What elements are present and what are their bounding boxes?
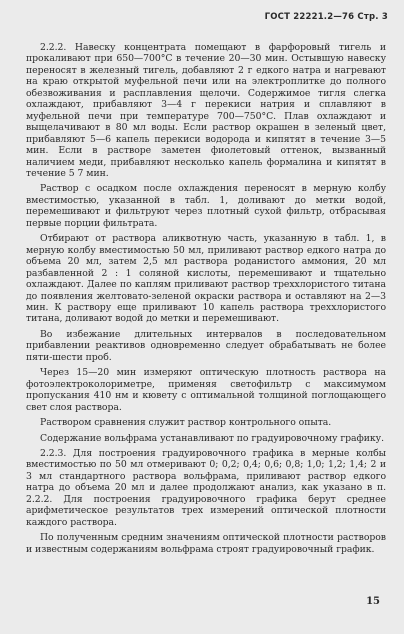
paragraph-2-2-2: 2.2.2. Навеску концентрата помещают в фарфоровый тигель и прокаливают при 650—700°С в течение 20—30 мин. Остывшую навеску переносят в железный тигель, добавляют 2 г едкого натра и нагревают на краю открытой муфельной печи или на электроплитке до полного обезвоживания и расплавления щелочи. Содержимое тигля слегка охлаждают, прибавляют 3—4 г перекиси натрия и сплавляют в муфельной печи при температуре 700—750°С. Плав охлаждают и выщелачивают в 80 мл воды. Если раствор окрашен в зеленый цвет, прибавляют 5—6 капель перекиси водорода и кипятят в течение 3—5 мин. Если в растворе заметен фиолетовый оттенок, вызванный наличием меди, прибавляют несколько капель формалина и кипятят в течение 5 7 мин. — [26, 42, 386, 179]
paragraph-measurement: Через 15—20 мин измеряют оптическую плотность раствора на фотоэлектроколориметре, применяя светофильтр с максимумом пропускания 410 нм и кювету с оптимальной толщиной поглощающего свет слоя раствора. — [26, 367, 386, 413]
page-body — [26, 42, 386, 559]
paragraph-tungsten-content: Содержание вольфрама устанавливают по градуировочному графику. — [40, 432, 384, 444]
paragraph-solution-transfer: Раствор с осадком после охлаждения переносят в мерную колбу вместимостью, указанной в табл. 1, доливают до метки водой, перемешивают и фильтруют через плотный сухой фильтр, отбрасывая первые порции фильтрата. — [26, 183, 386, 229]
page-header: ГОСТ 22221.2—76 Стр. 3 — [264, 12, 388, 22]
paragraph-aliquot: Отбирают от раствора аликвотную часть, указанную в табл. 1, в мерную колбу вместимостью 50 мл, приливают раствор едкого натра до объема 20 мл, затем 2,5 мл раствора роданистого аммония, 20 мл разбавленной 2 : 1 соляной кислоты, перемешивают и тщательно охлаждают. Далее по каплям приливают раствор треххлористого титана до появления желтовато-зеленой окраски раствора и оставляют на 2—3 мин. К раствору еще приливают 10 капель раствора треххлористого титана, доливают водой до метки и перемешивают. — [26, 233, 386, 325]
paragraph-2-2-3: 2.2.3. Для построения градуировочного графика в мерные колбы вместимостью по 50 мл отмеривают 0; 0,2; 0,4; 0,6; 0,8; 1,0; 1,2; 1,4; 2 и 3 мл стандартного раствора вольфрама, приливают раствор едкого натра до объема 20 мл и далее продолжают анализ, как указано в п. 2.2.2. Для построения градуировочного графика берут среднее арифметическое результатов трех измерений оптической плотности каждого раствора. — [26, 447, 386, 528]
paragraph-note: Во избежание длительных интервалов в последовательном прибавлении реактивов одновременно следует обрабатывать не более пяти-шести проб. — [26, 328, 386, 363]
paragraph-reference-solution: Раствором сравнения служит раствор контрольного опыта. — [40, 417, 332, 429]
paragraph-calibration-graph: По полученным средним значениям оптической плотности растворов и известным содержаниям вольфрама строят градуировочный график. — [26, 532, 386, 555]
page-number: 15 — [366, 596, 380, 607]
